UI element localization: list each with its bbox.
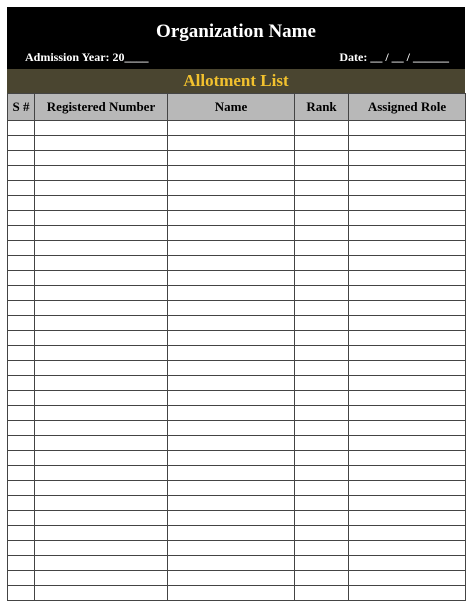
allotment-sheet — [7, 7, 465, 601]
table-cell — [35, 316, 168, 331]
table-cell — [295, 316, 349, 331]
table-cell — [349, 451, 466, 466]
table-cell — [349, 496, 466, 511]
table-cell — [295, 421, 349, 436]
table-cell — [8, 331, 35, 346]
table-cell — [8, 196, 35, 211]
list-title-banner: Allotment List — [7, 69, 465, 93]
table-cell — [8, 556, 35, 571]
table-row — [8, 211, 466, 226]
table-cell — [168, 376, 295, 391]
table-cell — [35, 556, 168, 571]
column-header-serial: S # — [8, 94, 35, 121]
table-cell — [349, 271, 466, 286]
table-row — [8, 151, 466, 166]
table-cell — [35, 166, 168, 181]
table-cell — [349, 226, 466, 241]
table-cell — [295, 136, 349, 151]
table-cell — [349, 346, 466, 361]
table-row — [8, 511, 466, 526]
table-cell — [168, 541, 295, 556]
table-cell — [168, 211, 295, 226]
table-cell — [349, 376, 466, 391]
table-cell — [35, 361, 168, 376]
table-cell — [349, 511, 466, 526]
table-cell — [349, 256, 466, 271]
table-cell — [349, 421, 466, 436]
table-cell — [168, 301, 295, 316]
table-cell — [295, 496, 349, 511]
column-header-assigned-role: Assigned Role — [349, 94, 466, 121]
table-cell — [295, 346, 349, 361]
table-cell — [8, 136, 35, 151]
table-cell — [349, 406, 466, 421]
table-row — [8, 496, 466, 511]
table-row — [8, 406, 466, 421]
table-cell — [295, 271, 349, 286]
table-row — [8, 181, 466, 196]
table-cell — [168, 451, 295, 466]
table-cell — [8, 226, 35, 241]
allotment-table — [7, 93, 466, 601]
table-cell — [35, 376, 168, 391]
admission-year-field: Admission Year: 20____ — [25, 50, 149, 64]
table-cell — [168, 151, 295, 166]
table-row — [8, 316, 466, 331]
table-cell — [349, 556, 466, 571]
table-cell — [35, 136, 168, 151]
document-header — [7, 7, 465, 69]
table-cell — [168, 271, 295, 286]
table-cell — [349, 136, 466, 151]
column-header-registered-number: Registered Number — [35, 94, 168, 121]
table-cell — [8, 151, 35, 166]
table-cell — [349, 301, 466, 316]
table-cell — [295, 556, 349, 571]
table-row — [8, 361, 466, 376]
table-cell — [35, 226, 168, 241]
table-cell — [295, 376, 349, 391]
table-cell — [8, 376, 35, 391]
table-cell — [349, 196, 466, 211]
table-cell — [295, 331, 349, 346]
table-cell — [168, 466, 295, 481]
table-cell — [8, 586, 35, 601]
table-cell — [349, 151, 466, 166]
table-cell — [8, 346, 35, 361]
table-cell — [168, 121, 295, 136]
table-cell — [349, 391, 466, 406]
table-cell — [349, 316, 466, 331]
table-cell — [35, 391, 168, 406]
column-header-name: Name — [168, 94, 295, 121]
table-cell — [349, 541, 466, 556]
table-cell — [35, 151, 168, 166]
table-cell — [168, 556, 295, 571]
table-cell — [295, 151, 349, 166]
table-cell — [349, 181, 466, 196]
table-cell — [8, 496, 35, 511]
table-cell — [35, 121, 168, 136]
table-row — [8, 541, 466, 556]
table-cell — [295, 481, 349, 496]
table-cell — [295, 451, 349, 466]
table-cell — [295, 511, 349, 526]
table-cell — [35, 211, 168, 226]
table-cell — [349, 211, 466, 226]
table-cell — [168, 421, 295, 436]
table-cell — [8, 271, 35, 286]
table-cell — [295, 571, 349, 586]
table-cell — [35, 301, 168, 316]
table-cell — [168, 196, 295, 211]
table-row — [8, 346, 466, 361]
table-cell — [8, 451, 35, 466]
table-cell — [349, 241, 466, 256]
table-cell — [168, 226, 295, 241]
table-cell — [295, 301, 349, 316]
table-cell — [349, 436, 466, 451]
table-cell — [35, 421, 168, 436]
table-cell — [168, 406, 295, 421]
table-cell — [8, 241, 35, 256]
table-cell — [8, 256, 35, 271]
table-cell — [8, 511, 35, 526]
table-row — [8, 526, 466, 541]
table-cell — [35, 466, 168, 481]
table-cell — [295, 256, 349, 271]
table-cell — [35, 481, 168, 496]
table-cell — [35, 241, 168, 256]
table-cell — [8, 541, 35, 556]
table-row — [8, 586, 466, 601]
table-cell — [8, 286, 35, 301]
column-header-rank: Rank — [295, 94, 349, 121]
table-cell — [168, 526, 295, 541]
table-cell — [35, 586, 168, 601]
table-cell — [295, 181, 349, 196]
table-cell — [8, 526, 35, 541]
table-cell — [168, 586, 295, 601]
table-cell — [8, 571, 35, 586]
table-cell — [295, 586, 349, 601]
table-cell — [8, 166, 35, 181]
organization-name: Organization Name — [156, 21, 316, 42]
table-row — [8, 466, 466, 481]
table-cell — [168, 136, 295, 151]
table-row — [8, 556, 466, 571]
table-cell — [295, 286, 349, 301]
table-cell — [35, 496, 168, 511]
table-cell — [8, 391, 35, 406]
table-cell — [168, 331, 295, 346]
table-row — [8, 256, 466, 271]
table-row — [8, 241, 466, 256]
table-row — [8, 376, 466, 391]
table-row — [8, 286, 466, 301]
date-field: Date: __ / __ / ______ — [339, 50, 449, 64]
table-cell — [35, 331, 168, 346]
table-cell — [8, 211, 35, 226]
table-cell — [35, 511, 168, 526]
table-cell — [8, 481, 35, 496]
table-cell — [35, 451, 168, 466]
table-cell — [295, 541, 349, 556]
table-row — [8, 271, 466, 286]
table-cell — [168, 181, 295, 196]
table-row — [8, 226, 466, 241]
table-cell — [168, 361, 295, 376]
table-cell — [168, 166, 295, 181]
table-cell — [168, 346, 295, 361]
table-cell — [349, 571, 466, 586]
table-cell — [8, 361, 35, 376]
table-cell — [349, 526, 466, 541]
table-row — [8, 121, 466, 136]
table-cell — [295, 436, 349, 451]
table-cell — [295, 226, 349, 241]
table-cell — [295, 196, 349, 211]
table-cell — [295, 211, 349, 226]
table-row — [8, 391, 466, 406]
table-cell — [35, 541, 168, 556]
table-cell — [8, 301, 35, 316]
table-row — [8, 436, 466, 451]
table-body — [8, 121, 466, 601]
table-cell — [349, 586, 466, 601]
table-cell — [349, 166, 466, 181]
table-cell — [8, 436, 35, 451]
table-cell — [35, 256, 168, 271]
table-cell — [295, 391, 349, 406]
table-cell — [35, 271, 168, 286]
table-cell — [35, 406, 168, 421]
table-row — [8, 571, 466, 586]
table-cell — [35, 436, 168, 451]
table-cell — [8, 316, 35, 331]
table-cell — [168, 391, 295, 406]
table-cell — [168, 496, 295, 511]
table-cell — [8, 181, 35, 196]
table-cell — [168, 481, 295, 496]
table-cell — [168, 436, 295, 451]
table-cell — [35, 526, 168, 541]
table-cell — [349, 286, 466, 301]
table-cell — [35, 571, 168, 586]
table-cell — [168, 571, 295, 586]
table-cell — [35, 181, 168, 196]
table-cell — [35, 286, 168, 301]
table-cell — [295, 361, 349, 376]
table-cell — [8, 406, 35, 421]
table-cell — [168, 286, 295, 301]
table-cell — [8, 466, 35, 481]
table-cell — [295, 406, 349, 421]
table-cell — [168, 511, 295, 526]
table-cell — [349, 481, 466, 496]
table-cell — [295, 121, 349, 136]
table-cell — [295, 241, 349, 256]
table-cell — [349, 331, 466, 346]
table-cell — [349, 361, 466, 376]
table-cell — [35, 196, 168, 211]
table-cell — [168, 256, 295, 271]
table-cell — [349, 121, 466, 136]
table-cell — [349, 466, 466, 481]
table-row — [8, 331, 466, 346]
table-header-row — [8, 94, 466, 121]
table-row — [8, 196, 466, 211]
table-row — [8, 451, 466, 466]
table-cell — [8, 121, 35, 136]
table-cell — [295, 466, 349, 481]
table-row — [8, 166, 466, 181]
table-cell — [168, 241, 295, 256]
table-row — [8, 481, 466, 496]
table-cell — [295, 526, 349, 541]
table-cell — [8, 421, 35, 436]
table-row — [8, 136, 466, 151]
table-cell — [35, 346, 168, 361]
table-cell — [168, 316, 295, 331]
table-cell — [295, 166, 349, 181]
table-row — [8, 301, 466, 316]
table-row — [8, 421, 466, 436]
